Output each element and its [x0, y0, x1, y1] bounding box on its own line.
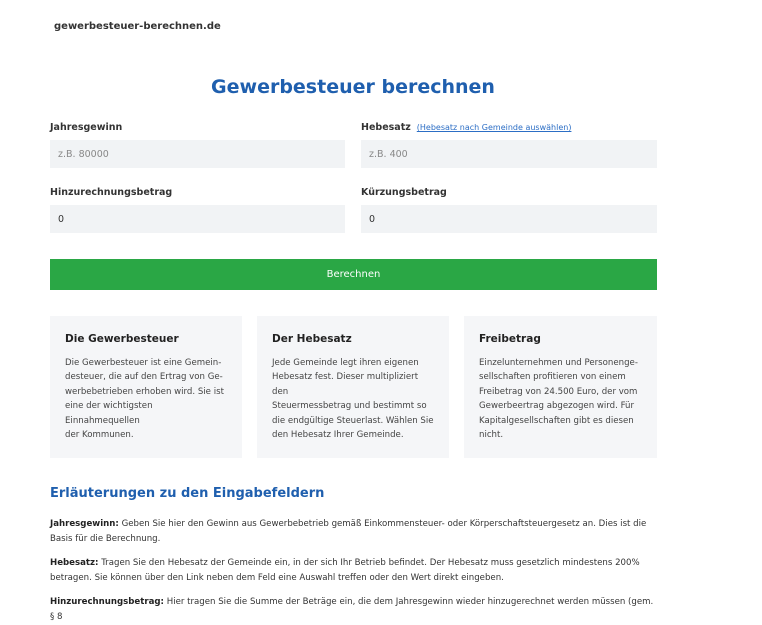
- card-text: Die Gewerbesteuer ist eine Gemein- desteuer, die auf den Ertrag von Ge- werbebetrieben erhoben wird. Sie ist eine der wichtigsten Einnahmequellen der Kommunen.: [65, 358, 224, 441]
- explanation-hebesatz: [50, 556, 660, 586]
- explanation-term: Hinzurechnungsbetrag:: [50, 597, 164, 607]
- hebesatz-input[interactable]: [361, 140, 657, 168]
- berechnen-button[interactable]: Berechnen: [50, 259, 657, 290]
- explanation-term: Hebesatz:: [50, 558, 99, 568]
- card-title: Die Gewerbesteuer: [65, 333, 179, 345]
- explanation-hinzurechnung: [50, 595, 660, 625]
- hinzurechnung-label: Hinzurechnungsbetrag: [50, 187, 173, 198]
- card-text: Jede Gemeinde legt ihren eigenen Hebesatz fest. Dieser multipliziert den Steuermessbetrag und bestimmt so die endgültige Steuerlast. Wählen Sie den Hebesatz Ihrer Gemeinde.: [272, 358, 434, 441]
- card-title: Freibetrag: [479, 333, 541, 345]
- explanations-title: Erläuterungen zu den Eingabefeldern: [50, 486, 325, 501]
- hebesatz-label: Hebesatz: [361, 122, 411, 133]
- jahresgewinn-input[interactable]: [50, 140, 345, 168]
- explanation-text: Geben Sie hier den Gewinn aus Gewerbebetrieb gemäß Einkommensteuer- oder Körperschaftsteuergesetz an. Dies ist die Basis für die Berechnung.: [50, 519, 647, 544]
- card-text: Einzelunternehmen und Personenge- sellschaften profitieren von einem Freibetrag von 24.500 Euro, der vom Gewerbeertrag abgezogen wird. Für Kapitalgesellschaften gibt es diesen nicht.: [479, 358, 638, 441]
- kuerzung-label: Kürzungsbetrag: [361, 187, 447, 198]
- info-card-freibetrag: [464, 316, 657, 458]
- site-name[interactable]: gewerbesteuer-berechnen.de: [54, 21, 221, 32]
- hebesatz-select-link[interactable]: (Hebesatz nach Gemeinde auswählen): [416, 123, 572, 132]
- kuerzung-input[interactable]: [361, 205, 657, 233]
- info-card-hebesatz: [257, 316, 449, 458]
- explanation-term: Jahresgewinn:: [50, 519, 119, 529]
- page-title: Gewerbesteuer berechnen: [211, 76, 495, 98]
- card-title: Der Hebesatz: [272, 333, 352, 345]
- explanation-text: Hier tragen Sie die Summe der Beträge ein, die dem Jahresgewinn wieder hinzugerechnet werden müssen (gem. § 8: [50, 597, 654, 622]
- info-card-gewerbesteuer: [50, 316, 242, 458]
- explanation-text: Tragen Sie den Hebesatz der Gemeinde ein, in der sich Ihr Betrieb befindet. Der Hebesatz muss gesetzlich mindestens 200% betragen. Sie können über den Link neben dem Feld eine Auswahl treffen oder den Wert direkt eingeben.: [50, 558, 640, 583]
- hebesatz-label-row: [361, 122, 571, 133]
- hinzurechnung-input[interactable]: [50, 205, 345, 233]
- explanation-jahresgewinn: [50, 517, 660, 547]
- jahresgewinn-label: Jahresgewinn: [50, 122, 123, 133]
